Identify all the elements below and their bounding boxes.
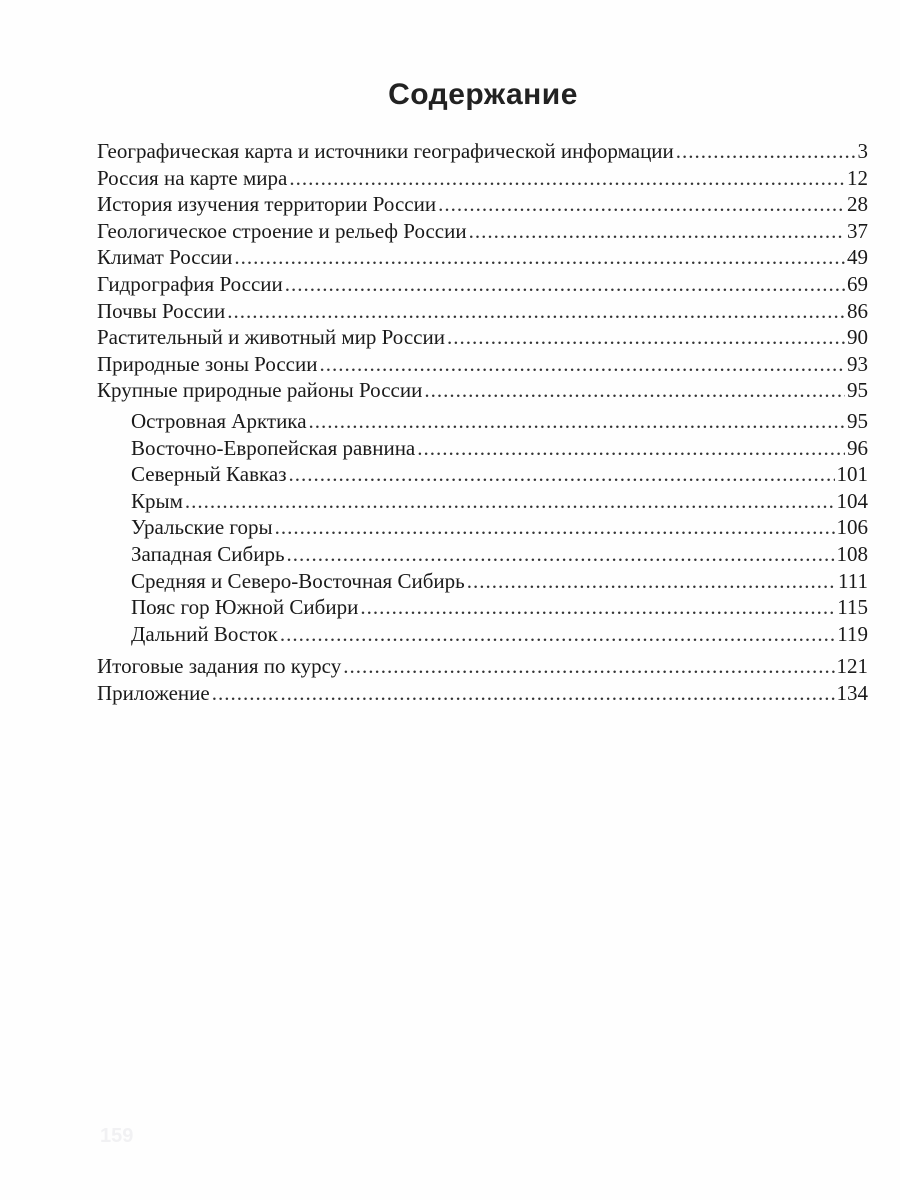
toc-entry	[97, 218, 868, 245]
toc-entry-page: 111	[838, 568, 868, 593]
dot-leader	[280, 621, 835, 648]
toc-entry-page: 37	[847, 218, 868, 243]
toc-entry-page: 115	[837, 595, 868, 620]
toc-entry-label: Геологическое строение и рельеф России	[97, 218, 467, 243]
toc-entry-page: 121	[836, 654, 868, 679]
toc-entry-page: 28	[847, 192, 868, 217]
toc-entry-label: История изучения территории России	[97, 192, 437, 217]
dot-leader	[447, 324, 845, 351]
dot-leader	[287, 541, 835, 568]
toc-entry-label: Итоговые задания по курсу	[97, 654, 342, 679]
dot-leader	[319, 351, 845, 378]
toc-entry-page: 104	[836, 488, 868, 513]
dot-leader	[469, 218, 845, 245]
toc-entry-label: Средняя и Северо-Восточная Сибирь	[131, 568, 465, 593]
toc-entry-label: Уральские горы	[131, 515, 273, 540]
toc-entry-label: Западная Сибирь	[131, 541, 285, 566]
dot-leader	[467, 568, 836, 595]
toc-subentry	[97, 435, 868, 462]
toc-entry	[97, 351, 868, 378]
toc-subentry	[97, 541, 868, 568]
toc-entry-page: 95	[847, 408, 868, 433]
toc-entry-label: Дальний Восток	[131, 621, 278, 646]
dot-leader	[343, 653, 834, 680]
dot-leader	[285, 271, 845, 298]
page-title: Содержание	[388, 78, 578, 111]
toc-entry	[97, 324, 868, 351]
dot-leader	[185, 488, 835, 515]
dot-leader	[360, 594, 835, 621]
toc-entry-label: Почвы России	[97, 298, 226, 323]
dot-leader	[275, 514, 835, 541]
toc-entry	[97, 653, 868, 680]
toc-entry	[97, 165, 868, 192]
toc-entry-label: Островная Арктика	[131, 408, 307, 433]
toc-entry-page: 12	[847, 165, 868, 190]
dot-leader	[212, 680, 835, 707]
toc-entry	[97, 138, 868, 165]
toc-subentry	[97, 621, 868, 648]
toc-entry-page: 69	[847, 271, 868, 296]
toc-entry-label: Северный Кавказ	[131, 462, 287, 487]
toc-entry-page: 49	[847, 245, 868, 270]
toc-entry-page: 93	[847, 351, 868, 376]
dot-leader	[676, 138, 856, 165]
toc-entry-page: 106	[836, 515, 868, 540]
toc-entry-label: Гидрография России	[97, 271, 283, 296]
toc-entry-label: Россия на карте мира	[97, 165, 288, 190]
toc-entry-page: 86	[847, 298, 868, 323]
dot-leader	[438, 191, 845, 218]
toc-entry	[97, 377, 868, 404]
toc-entry	[97, 191, 868, 218]
toc-entry-label: Географическая карта и источники географической информации	[97, 139, 674, 163]
toc-entry	[97, 271, 868, 298]
toc-entry-label: Крупные природные районы России	[97, 378, 423, 403]
toc-subentry	[97, 408, 868, 435]
toc-entry-page: 134	[836, 680, 868, 705]
toc-entry-label: Приложение	[97, 680, 210, 705]
toc-entry-label: Природные зоны России	[97, 351, 318, 376]
toc-entry	[97, 244, 868, 271]
toc-entry-label: Климат России	[97, 245, 233, 270]
toc-entry-page: 3	[857, 139, 868, 163]
toc-entry-label: Восточно-Европейская равнина	[131, 435, 416, 460]
page-number: 159	[100, 1125, 134, 1147]
toc-entry-page: 96	[847, 435, 868, 460]
dot-leader	[424, 377, 845, 404]
toc-subentry	[97, 488, 868, 515]
toc-subentry	[97, 514, 868, 541]
dot-leader	[309, 408, 845, 435]
toc-entry-page: 108	[836, 541, 868, 566]
dot-leader	[227, 298, 845, 325]
toc-entry-page: 90	[847, 325, 868, 350]
toc-entry	[97, 298, 868, 325]
toc-subentry	[97, 461, 868, 488]
toc-entry-label: Крым	[131, 488, 183, 513]
dot-leader	[289, 165, 845, 192]
toc-entry-page: 101	[836, 462, 868, 487]
toc-entry-label: Растительный и животный мир России	[97, 325, 445, 350]
dot-leader	[289, 461, 835, 488]
table-of-contents	[97, 138, 868, 706]
toc-entry-label: Пояс гор Южной Сибири	[131, 595, 359, 620]
toc-subentry	[97, 594, 868, 621]
toc-entry-page: 119	[837, 621, 868, 646]
toc-entry-page: 95	[847, 378, 868, 403]
dot-leader	[417, 435, 845, 462]
toc-subentry	[97, 568, 868, 595]
toc-entry	[97, 680, 868, 707]
dot-leader	[234, 244, 845, 271]
